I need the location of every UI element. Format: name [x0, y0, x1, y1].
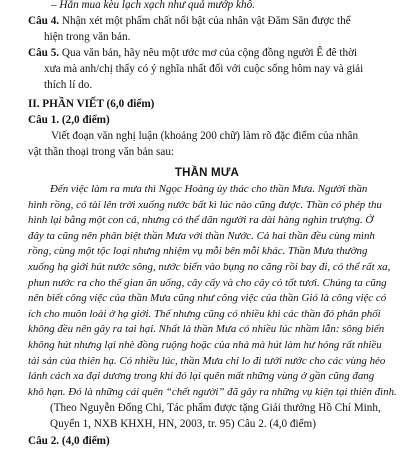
passage-line: không hút nhưng lại nhè đồng ruộng hoặc của nhà mà hút làm hư hỏng rất nhiều: [28, 338, 382, 351]
page-content: [28, 0, 397, 449]
passage-title: THẦN MƯA: [174, 167, 240, 179]
passage-line: ích cho muôn loài ở hạ giới. Thế nhưng cũng có nhiều khi các thần đó phân phối: [28, 307, 381, 320]
passage-line: hình rồng, có tài lên trời xuống nước bất kì lúc nào cũng được. Thần có phép thu: [28, 198, 382, 211]
passage-line: đây ta cũng nên phân biệt thần Mưa với thần Nước. Cả hai thần đều cùng mình: [28, 229, 375, 242]
passage-line: lánh cách xa đại dương trong khi đó lại quên mất những vùng ở gần cũng đang: [28, 370, 375, 383]
passage-line: tài sản của thiên hạ. Có nhiều lúc, thần Mưa chỉ lo đi tưới nước cho các vùng hẻo: [28, 354, 386, 367]
passage-line: nên biết công việc của thần Mưa cũng như công việc của thần Gió là công việc có: [28, 292, 387, 305]
passage-line: khô hạn. Đó là những cái quên “chết người” đã gây ra những vụ kiện tại thiên đình.: [28, 385, 397, 398]
question-4-text-1: Nhận xét một phẩm chất nổi bật của nhân vật Đăm Săn được thể: [59, 15, 351, 27]
question-c1-prompt-2: vật thần thoại trong văn bản sau:: [28, 146, 175, 158]
question-c2-heading: Câu 2. (4,0 điểm): [28, 435, 110, 448]
passage-line: xuống hạ giới hút nước sông, nước biển vào bụng no căng rồi bay đi, có thể rất xa,: [28, 260, 391, 273]
question-5-text-1: Qua văn bản, hãy nêu một ước mơ của cộng đồng người Ê đê thời: [59, 47, 358, 59]
question-5-text-3: thích lí do.: [44, 79, 93, 91]
passage-line: Đến việc làm ra mưa thì Ngọc Hoàng ủy thác cho thần Mưa. Người thần: [50, 183, 368, 195]
passage-line: hình lại bằng một con cá, nhưng có thể dãn người ra dài hàng nghìn trượng. Ở: [28, 214, 374, 227]
question-c1-prompt-1: Viết đoạn văn nghị luận (khoảng 200 chữ) làm rõ đặc điểm của nhân: [51, 130, 359, 142]
question-c1-heading: Câu 1. (2,0 điểm): [28, 114, 110, 126]
passage-source: [28, 400, 386, 432]
source-line-1: (Theo Nguyễn Đổng Chi, Tác phẩm được tặng Giải thưởng Hồ Chí Minh,: [50, 402, 381, 415]
passage-line: rồng, cùng một tộc loại nhưng nhiệm vụ mỗi bên mỗi khác. Thần Mưa thường: [28, 245, 368, 258]
top-line: – Hắn mua kèu lạch xạch như quả mướp khô.: [51, 0, 255, 11]
question-4-line-1: [28, 13, 386, 29]
question-5-text-2: xưa mà anh/chị thấy có ý nghĩa nhất đối với cuộc sống hôm nay và giải: [44, 63, 364, 75]
passage-line: phun nước ra cho thế gian ăn uống, cây cấy và cho cây cỏ tốt tươi. Chúng ta cũng: [28, 276, 387, 289]
question-4-label: Câu 4.: [28, 15, 60, 27]
question-5-line-1: [28, 45, 386, 61]
question-4-text-2: hiện trong văn bản.: [44, 31, 131, 43]
question-5-label: Câu 5.: [28, 47, 60, 59]
passage-line: không đều nên gây ra tai hại. Nhất là thần Mưa có nhiều lúc nhầm lẫn: sông biển: [28, 323, 385, 336]
passage-body: [28, 182, 397, 400]
source-line-2: Quyển 1, NXB KHXH, HN, 2003, tr. 95) Câu 2. (4,0 điểm): [50, 418, 316, 431]
section-2-heading: II. PHẦN VIẾT (6,0 điểm): [28, 98, 155, 110]
